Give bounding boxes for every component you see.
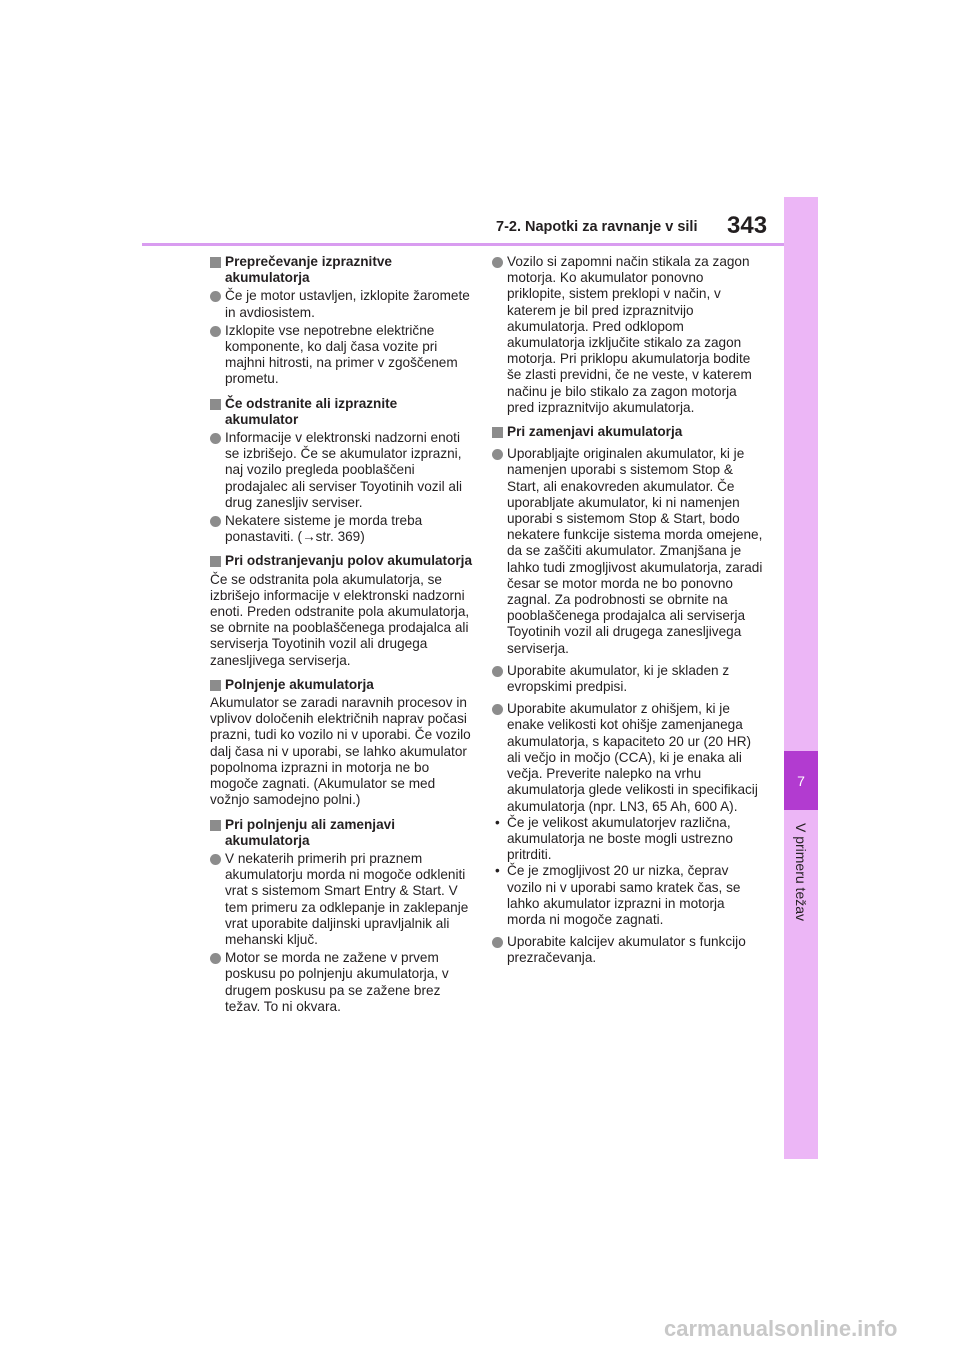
round-bullet-icon	[210, 516, 221, 527]
bullet-item: Motor se morda ne zažene v prvem poskusu po polnjenju akumulatorja, v drugem poskusu pa se zažene brez težav. To ni okvara.	[210, 950, 472, 1015]
round-bullet-icon	[492, 257, 503, 268]
left-column	[210, 254, 472, 1015]
round-bullet-icon	[210, 433, 221, 444]
chapter-number: 7	[797, 772, 805, 789]
section-heading: Pri polnjenju ali zamenjavi akumulatorja	[210, 817, 472, 849]
round-bullet-icon	[492, 666, 503, 677]
right-column	[492, 254, 764, 967]
header-rule	[142, 243, 784, 246]
bullet-item: Nekatere sisteme je morda treba ponastaviti. (→str. 369)	[210, 513, 472, 545]
chapter-number-box	[784, 751, 818, 810]
bullet-item: Uporabite kalcijev akumulator s funkcijo prezračevanja.	[492, 934, 764, 966]
chapter-title: V primeru težav	[793, 822, 809, 922]
square-bullet-icon	[492, 427, 503, 438]
paragraph: Akumulator se zaradi naravnih procesov in vplivov določenih električnih naprav počasi prazni, tudi ko vozilo ni v uporabi. Če vozilo dalj časa ni v uporabi, se lahko akumulator popolnoma izprazni in motorja ne bo mogoče zagnati. (Akumulator se med vožnjo samodejno polni.)	[210, 695, 471, 808]
square-bullet-icon	[210, 257, 221, 268]
dot-marker-icon: •	[495, 863, 500, 879]
chapter-side-tab	[784, 197, 818, 1159]
square-bullet-icon	[210, 556, 221, 567]
bullet-item: Uporabite akumulator z ohišjem, ki je enake velikosti kot ohišje zamenjanega akumulatorja, s kapaciteto 20 ur (20 HR) ali večjo in močjo (CCA), ki je enaka ali večja. Preverite nalepko na vrhu akumulatorja glede velikosti in specifikacij akumulatorja (npr. LN3, 65 Ah, 600 A).	[492, 701, 764, 814]
square-bullet-icon	[210, 680, 221, 691]
section-heading: Preprečevanje izpraznitve akumulatorja	[210, 254, 472, 286]
sub-item: • Če je velikost akumulatorjev različna, akumulatorja ne boste mogli ustrezno pritrditi.	[495, 814, 733, 863]
bullet-item: Uporabite akumulator, ki je skladen z evropskimi predpisi.	[492, 663, 764, 695]
section-heading: Če odstranite ali izpraznite akumulator	[210, 396, 472, 428]
section-heading: Polnjenje akumulatorja	[210, 677, 472, 693]
watermark: carmanualsonline.info	[664, 1316, 898, 1341]
bullet-item: Izklopite vse nepotrebne električne komponente, ko dalj časa vozite pri majhni hitrosti, na primer v zgoščenem prometu.	[210, 323, 472, 388]
dot-marker-icon: •	[495, 814, 500, 830]
bullet-item: Informacije v elektronski nadzorni enoti se izbrišejo. Če se akumulator izprazni, naj vozilo pregleda pooblaščeni prodajalec ali serviser Toyotinih vozil ali drug zanesljiv serviser.	[210, 430, 472, 511]
round-bullet-icon	[210, 953, 221, 964]
section-heading: Pri zamenjavi akumulatorja	[492, 424, 764, 440]
page-number: 343	[727, 212, 768, 239]
section-heading: Pri odstranjevanju polov akumulatorja	[210, 553, 472, 569]
square-bullet-icon	[210, 399, 221, 410]
round-bullet-icon	[492, 704, 503, 715]
round-bullet-icon	[210, 854, 221, 865]
round-bullet-icon	[492, 937, 503, 948]
round-bullet-icon	[492, 449, 503, 460]
sub-item: • Če je zmogljivost 20 ur nizka, čeprav vozilo ni v uporabi samo kratek čas, se lahko akumulator izprazni in motorja morda ni mogoče zagnati.	[495, 863, 741, 927]
round-bullet-icon	[210, 291, 221, 302]
section-title: 7-2. Napotki za ravnanje v sili	[496, 219, 698, 235]
bullet-item: Če je motor ustavljen, izklopite žaromete in avdiosistem.	[210, 288, 472, 320]
bullet-item: Uporabljajte originalen akumulator, ki je namenjen uporabi s sistemom Stop & Start, ali enakovreden akumulator. Če uporabljate akumulator, ki ni namenjen uporabi s sistemom Stop & Start, bodo nekatere funkcije sistema morda omejene, da se zaščiti akumulator. Zmanjšana je lahko tudi zmogljivost akumulatorja, zaradi česar se motor morda ne bo ponovno zagnal. Za podrobnosti se obrnite na pooblaščenega prodajalca ali serviserja Toyotinih vozil ali drugega zanesljivega serviserja.	[492, 446, 764, 657]
bullet-item: V nekaterih primerih pri praznem akumulatorju morda ni mogoče odkleniti vrat s sistemom Smart Entry & Start. V tem primeru za odklepanje in zaklepanje vrat uporabite daljinski upravljalnik ali mehanski ključ.	[210, 851, 472, 948]
round-bullet-icon	[210, 326, 221, 337]
square-bullet-icon	[210, 820, 221, 831]
bullet-item: Vozilo si zapomni način stikala za zagon motorja. Ko akumulator ponovno priklopite, sistem preklopi v način, v katerem je bil pred izpraznitvijo akumulatorja. Pred odklopom akumulatorja izključite stikalo za zagon motorja. Pri priklopu akumulatorja bodite še zlasti previdni, če ne veste, v katerem načinu je bilo stikalo za zagon motorja pred izpraznitvijo akumulatorja.	[492, 254, 764, 416]
paragraph: Če se odstranita pola akumulatorja, se izbrišejo informacije v elektronski nadzorni enoti. Preden odstranite pola akumulatorja, se obrnite na pooblaščenega prodajalca ali serviserja Toyotinih vozil ali drugega zanesljivega serviserja.	[210, 571, 470, 668]
